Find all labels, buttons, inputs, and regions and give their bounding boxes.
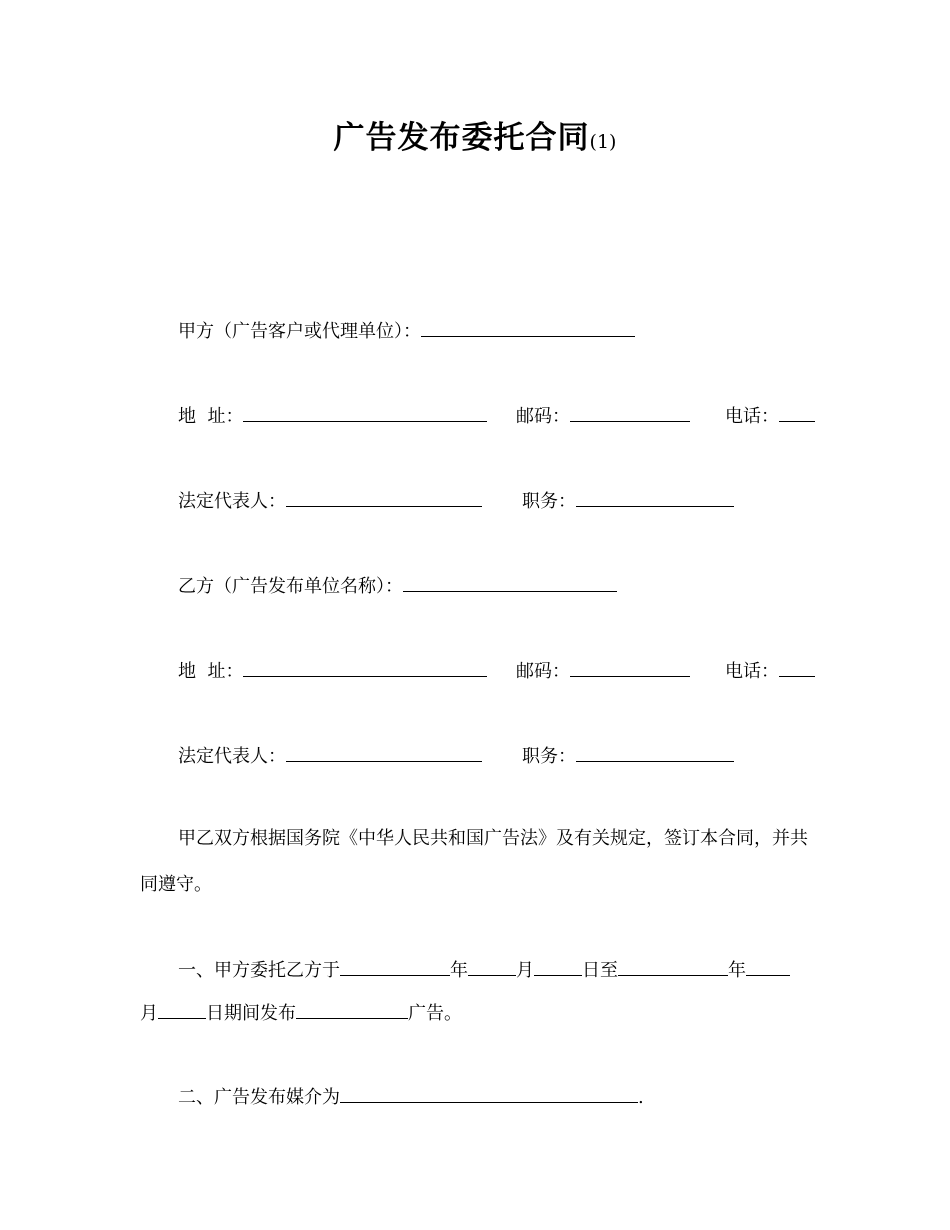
media-blank[interactable] bbox=[340, 1084, 638, 1103]
day-period-label: 日期间发布 bbox=[206, 1003, 296, 1024]
legal-rep-blank[interactable] bbox=[286, 488, 482, 507]
party-b-label: 乙方（广告发布单位名称）： bbox=[178, 576, 403, 597]
end-month-blank[interactable] bbox=[746, 957, 790, 976]
legal-rep-label: 法定代表人： bbox=[178, 746, 286, 767]
end-year-blank[interactable] bbox=[618, 957, 728, 976]
party-b-line bbox=[178, 573, 617, 599]
clause-1-line-1 bbox=[178, 957, 790, 983]
address-blank[interactable] bbox=[243, 658, 487, 677]
title-suffix: (1) bbox=[589, 131, 617, 153]
period-mark: . bbox=[638, 1087, 644, 1108]
day-to-label: 日至 bbox=[582, 960, 618, 981]
address-label: 地 址： bbox=[178, 661, 244, 682]
party-b-blank[interactable] bbox=[403, 573, 617, 592]
address-label: 地 址： bbox=[178, 406, 244, 427]
ad-word: 广告。 bbox=[408, 1003, 462, 1024]
start-year-blank[interactable] bbox=[340, 957, 450, 976]
start-day-blank[interactable] bbox=[534, 957, 582, 976]
phone-blank[interactable] bbox=[779, 658, 815, 677]
position-blank[interactable] bbox=[576, 743, 734, 762]
clause-2-text: 二、广告发布媒介为 bbox=[178, 1087, 340, 1108]
document-title bbox=[0, 112, 950, 157]
postcode-blank[interactable] bbox=[570, 658, 690, 677]
postcode-label: 邮码： bbox=[516, 406, 570, 427]
position-label: 职务： bbox=[522, 746, 576, 767]
clause-1-text: 一、甲方委托乙方于 bbox=[178, 960, 340, 981]
month-label: 月 bbox=[140, 1003, 158, 1024]
position-label: 职务： bbox=[522, 491, 576, 512]
position-blank[interactable] bbox=[576, 488, 734, 507]
address-blank[interactable] bbox=[243, 403, 487, 422]
party-a-blank[interactable] bbox=[421, 318, 635, 337]
party-a-line bbox=[178, 318, 635, 344]
ad-type-blank[interactable] bbox=[296, 1000, 408, 1019]
legal-rep-label: 法定代表人： bbox=[178, 491, 286, 512]
preamble-line-2: 同遵守。 bbox=[140, 874, 212, 895]
year-label: 年 bbox=[728, 960, 746, 981]
legal-rep-blank[interactable] bbox=[286, 743, 482, 762]
start-month-blank[interactable] bbox=[468, 957, 516, 976]
year-label: 年 bbox=[450, 960, 468, 981]
phone-label: 电话： bbox=[725, 406, 779, 427]
phone-blank[interactable] bbox=[779, 403, 815, 422]
preamble-line-1: 甲乙双方根据国务院《中华人民共和国广告法》及有关规定，签订本合同，并共 bbox=[178, 828, 808, 849]
clause-2-line bbox=[178, 1084, 644, 1110]
postcode-label: 邮码： bbox=[516, 661, 570, 682]
month-label: 月 bbox=[516, 960, 534, 981]
end-day-blank[interactable] bbox=[158, 1000, 206, 1019]
party-a-label: 甲方（广告客户或代理单位）： bbox=[178, 321, 421, 342]
postcode-blank[interactable] bbox=[570, 403, 690, 422]
title-main: 广告发布委托合同 bbox=[333, 120, 590, 156]
clause-1-line-2 bbox=[140, 1000, 462, 1026]
phone-label: 电话： bbox=[725, 661, 779, 682]
